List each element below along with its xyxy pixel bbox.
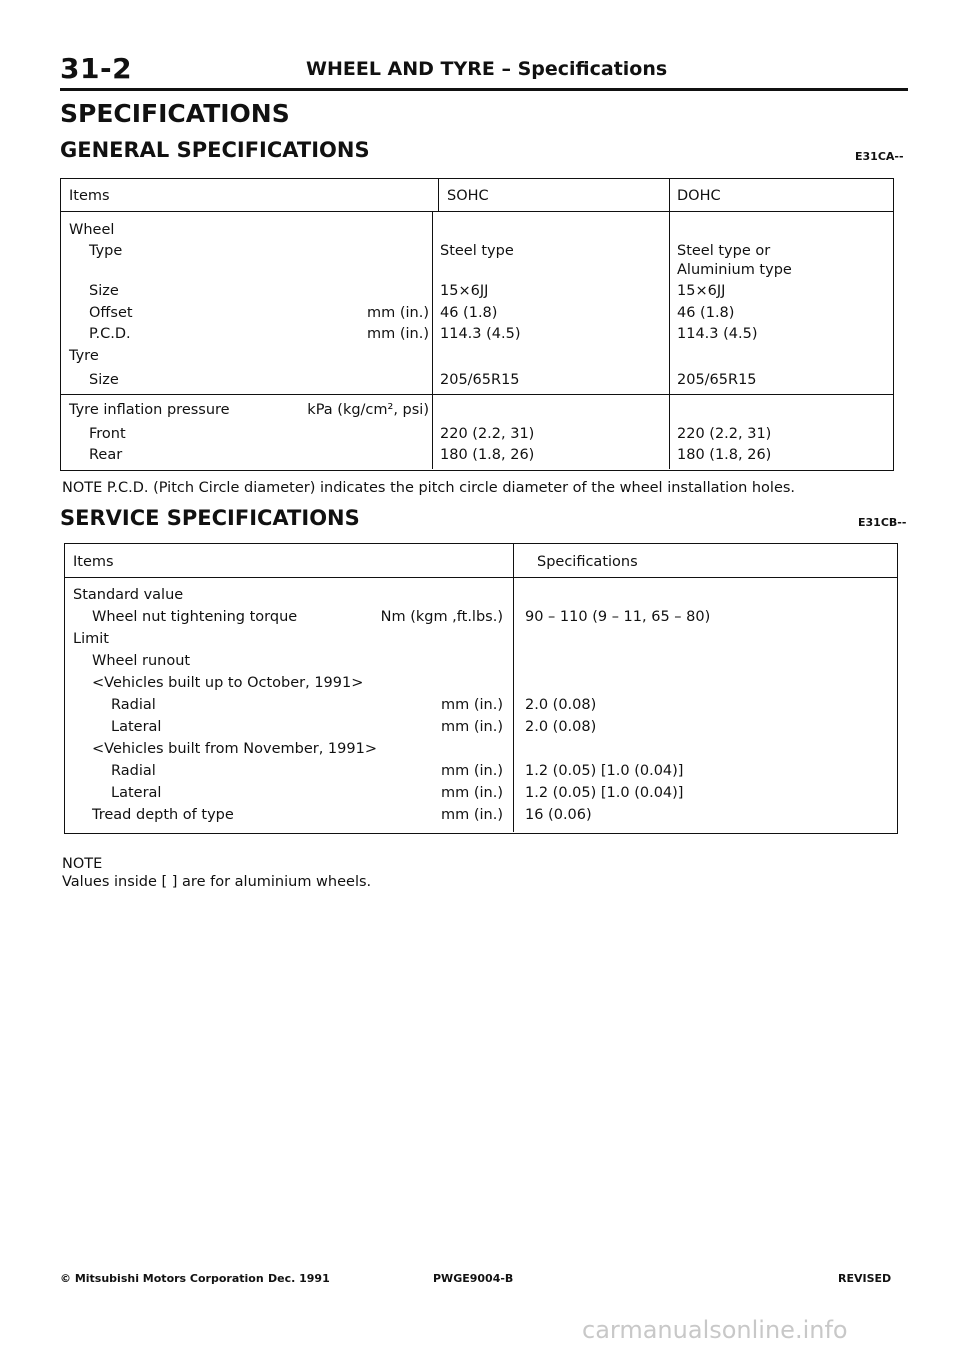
row-label: <Vehicles built up to October, 1991> bbox=[92, 675, 364, 691]
sohc-value: Steel type bbox=[440, 243, 514, 259]
row-label: Tread depth of type bbox=[92, 807, 234, 823]
spec-value: 2.0 (0.08) bbox=[525, 697, 597, 713]
row-label: Size bbox=[89, 372, 119, 388]
service-note-title: NOTE bbox=[62, 856, 103, 872]
header-rule bbox=[60, 88, 908, 91]
spec-value: 2.0 (0.08) bbox=[525, 719, 597, 735]
column-header: DOHC bbox=[677, 188, 721, 204]
sohc-value: 180 (1.8, 26) bbox=[440, 447, 535, 463]
dohc-value: 114.3 (4.5) bbox=[677, 326, 758, 342]
general-spec-code: E31CA-- bbox=[855, 150, 904, 163]
row-unit: mm (in.) bbox=[440, 763, 503, 779]
sohc-value: 46 (1.8) bbox=[440, 305, 498, 321]
row-unit: mm (in.) bbox=[366, 305, 429, 321]
service-note-text: Values inside [ ] are for aluminium wheels. bbox=[62, 874, 372, 890]
row-unit: mm (in.) bbox=[440, 785, 503, 801]
row-label: Radial bbox=[111, 763, 156, 779]
general-spec-table bbox=[60, 178, 894, 471]
row-label: Tyre bbox=[69, 348, 99, 364]
row-label: Offset bbox=[89, 305, 133, 321]
section-title: WHEEL AND TYRE – Specifications bbox=[306, 58, 668, 80]
sohc-value: 15×6JJ bbox=[440, 283, 489, 299]
footer-doc-code: PWGE9004-B bbox=[433, 1272, 514, 1285]
spec-value: 16 (0.06) bbox=[525, 807, 592, 823]
row-label: Wheel nut tightening torque bbox=[92, 609, 298, 625]
row-unit: kPa (kg/cm², psi) bbox=[307, 402, 429, 418]
footer-status: REVISED bbox=[838, 1272, 892, 1285]
row-label: Front bbox=[89, 426, 126, 442]
row-label: Lateral bbox=[111, 785, 162, 801]
row-label: Lateral bbox=[111, 719, 162, 735]
row-unit: mm (in.) bbox=[440, 807, 503, 823]
footer-date: Dec. 1991 bbox=[268, 1272, 330, 1285]
sohc-value: 114.3 (4.5) bbox=[440, 326, 521, 342]
service-spec-heading: SERVICE SPECIFICATIONS bbox=[60, 506, 360, 530]
spec-value: 1.2 (0.05) [1.0 (0.04)] bbox=[525, 785, 684, 801]
row-label: Radial bbox=[111, 697, 156, 713]
dohc-value: 15×6JJ bbox=[677, 283, 726, 299]
sohc-value: 205/65R15 bbox=[440, 372, 520, 388]
column-header: Items bbox=[69, 188, 110, 204]
service-spec-code: E31CB-- bbox=[858, 516, 907, 529]
footer-copyright: © Mitsubishi Motors Corporation bbox=[60, 1272, 264, 1285]
general-note: NOTE P.C.D. (Pitch Circle diameter) indicates the pitch circle diameter of the wheel installation holes. bbox=[62, 480, 796, 496]
row-unit: mm (in.) bbox=[366, 326, 429, 342]
row-label: Type bbox=[89, 243, 123, 259]
row-unit: Nm (kgm ,ft.lbs.) bbox=[380, 609, 503, 625]
column-header: SOHC bbox=[447, 188, 489, 204]
dohc-value: 46 (1.8) bbox=[677, 305, 735, 321]
row-label: Rear bbox=[89, 447, 123, 463]
sohc-value: 220 (2.2, 31) bbox=[440, 426, 535, 442]
row-label: Tyre inflation pressure bbox=[69, 402, 230, 418]
dohc-value: 220 (2.2, 31) bbox=[677, 426, 772, 442]
page-heading: SPECIFICATIONS bbox=[60, 99, 290, 128]
row-label: Wheel bbox=[69, 222, 115, 238]
service-spec-table bbox=[64, 543, 898, 834]
dohc-value: 180 (1.8, 26) bbox=[677, 447, 772, 463]
dohc-value: Aluminium type bbox=[677, 262, 792, 278]
row-label: Limit bbox=[73, 631, 109, 647]
column-header: Items bbox=[73, 554, 114, 570]
spec-value: 90 – 110 (9 – 11, 65 – 80) bbox=[525, 609, 711, 625]
row-label: <Vehicles built from November, 1991> bbox=[92, 741, 377, 757]
row-unit: mm (in.) bbox=[440, 719, 503, 735]
row-label: P.C.D. bbox=[89, 326, 131, 342]
column-header: Specifications bbox=[537, 554, 638, 570]
spec-value: 1.2 (0.05) [1.0 (0.04)] bbox=[525, 763, 684, 779]
dohc-value: Steel type or bbox=[677, 243, 771, 259]
row-label: Wheel runout bbox=[92, 653, 191, 669]
dohc-value: 205/65R15 bbox=[677, 372, 757, 388]
page-number: 31-2 bbox=[60, 52, 133, 85]
general-spec-heading: GENERAL SPECIFICATIONS bbox=[60, 138, 370, 162]
row-unit: mm (in.) bbox=[440, 697, 503, 713]
watermark: carmanualsonline.info bbox=[582, 1316, 848, 1344]
row-label: Standard value bbox=[73, 587, 184, 603]
row-label: Size bbox=[89, 283, 119, 299]
